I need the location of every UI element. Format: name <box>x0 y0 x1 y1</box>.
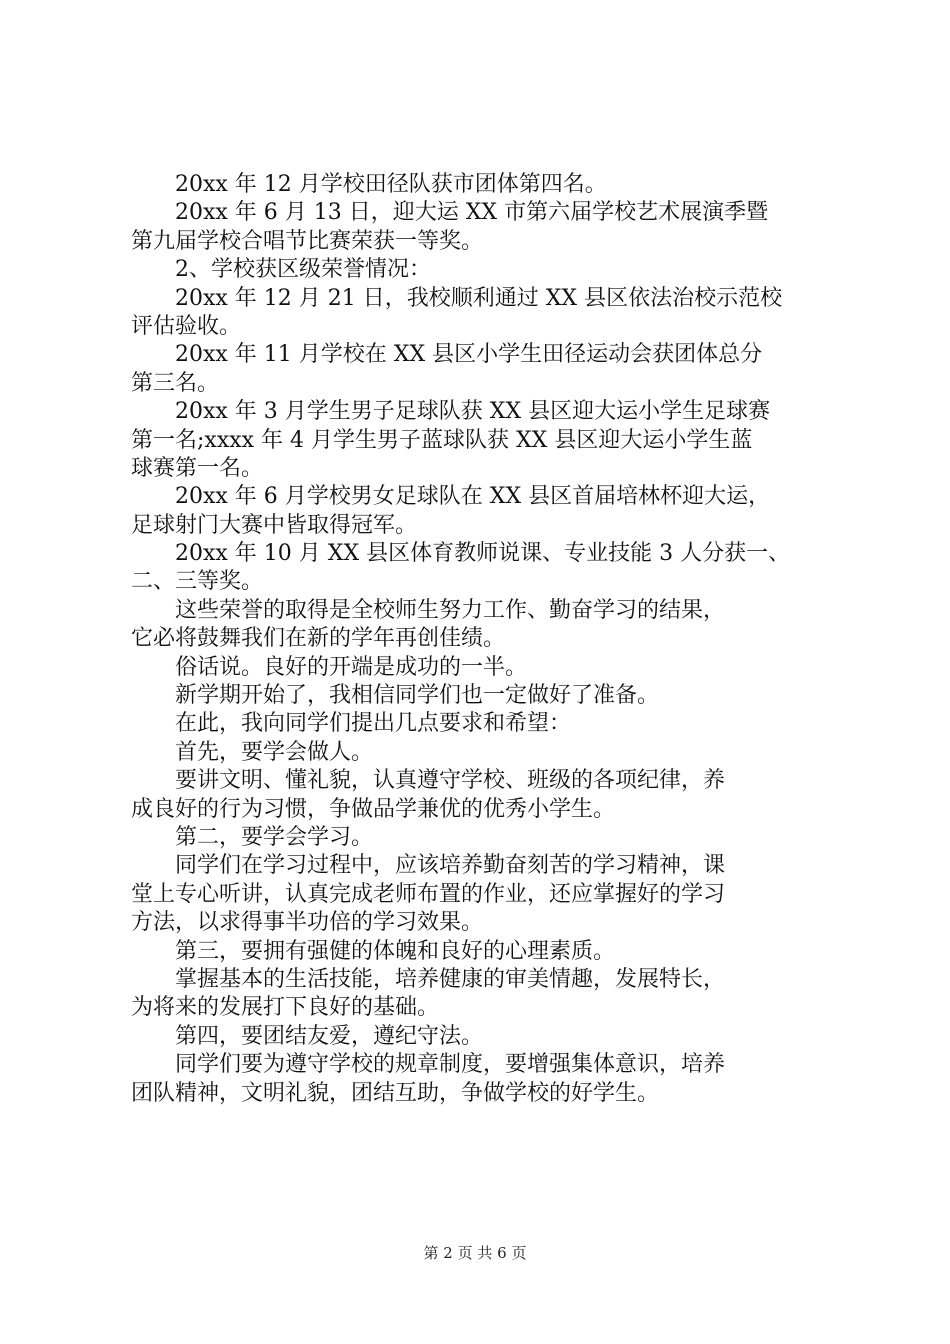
paragraph-line: 20xx 年 6 月 13 日，迎大运 XX 市第六届学校艺术展演季暨 <box>175 200 769 226</box>
paragraph-line: 20xx 年 11 月学校在 XX 县区小学生田径运动会获团体总分 <box>175 342 763 368</box>
page-footer <box>0 1243 950 1263</box>
paragraph-line: 同学们在学习过程中，应该培养勤奋刻苦的学习精神，课 <box>175 853 726 879</box>
paragraph-line: 同学们要为遵守学校的规章制度，要增强集体意识，培养 <box>175 1052 726 1078</box>
paragraph-line: 它必将鼓舞我们在新的学年再创佳绩。 <box>131 626 506 652</box>
paragraph-line: 在此，我向同学们提出几点要求和希望： <box>175 711 572 737</box>
paragraph-line: 堂上专心听讲，认真完成老师布置的作业，还应掌握好的学习 <box>131 881 726 907</box>
page-number-label: 第 2 页 共 6 页 <box>423 1244 527 1262</box>
section-heading: 第四，要团结友爱，遵纪守法。 <box>175 1023 484 1049</box>
paragraph-line: 足球射门大赛中皆取得冠军。 <box>131 512 418 538</box>
paragraph-line: 20xx 年 3 月学生男子足球队获 XX 县区迎大运小学生足球赛 <box>175 399 771 425</box>
paragraph-line: 俗话说。良好的开端是成功的一半。 <box>175 654 528 680</box>
section-heading: 第二，要学会学习。 <box>175 824 374 850</box>
paragraph-line: 方法，以求得事半功倍的学习效果。 <box>131 910 484 936</box>
paragraph-line: 20xx 年 6 月学校男女足球队在 XX 县区首届培林杯迎大运， <box>175 484 771 510</box>
paragraph-line: 团队精神，文明礼貌，团结互助，争做学校的好学生。 <box>131 1080 660 1106</box>
paragraph-line: 新学期开始了，我相信同学们也一定做好了准备。 <box>175 683 660 709</box>
paragraph-line: 为将来的发展打下良好的基础。 <box>131 995 440 1021</box>
paragraph-line: 二、三等奖。 <box>131 569 264 595</box>
paragraph-line: 成良好的行为习惯，争做品学兼优的优秀小学生。 <box>131 796 616 822</box>
paragraph-line: 20xx 年 12 月学校田径队获市团体第四名。 <box>175 172 607 197</box>
paragraph-line: 评估验收。 <box>131 313 242 339</box>
paragraph-line: 掌握基本的生活技能，培养健康的审美情趣，发展特长， <box>175 966 726 992</box>
paragraph-line: 20xx 年 10 月 XX 县区体育教师说课、专业技能 3 人分获一、 <box>175 541 791 567</box>
paragraph-line: 20xx 年 12 月 21 日，我校顺利通过 XX 县区依法治校示范校 <box>175 285 783 311</box>
section-heading: 首先，要学会做人。 <box>175 739 374 765</box>
paragraph-line: 第三名。 <box>131 370 220 396</box>
paragraph-line: 这些荣誉的取得是全校师生努力工作、勤奋学习的结果， <box>175 597 726 623</box>
paragraph-line: 第九届学校合唱节比赛荣获一等奖。 <box>131 228 484 254</box>
section-heading: 第三，要拥有强健的体魄和良好的心理素质。 <box>175 938 616 964</box>
section-heading: 2、学校获区级荣誉情况： <box>175 257 431 283</box>
paragraph-line: 要讲文明、懂礼貌，认真遵守学校、班级的各项纪律，养 <box>175 768 726 794</box>
paragraph-line: 第一名;xxxx 年 4 月学生男子蓝球队获 XX 县区迎大运小学生蓝 <box>131 427 753 453</box>
paragraph-line: 球赛第一名。 <box>131 455 264 481</box>
document-body <box>131 171 836 1108</box>
